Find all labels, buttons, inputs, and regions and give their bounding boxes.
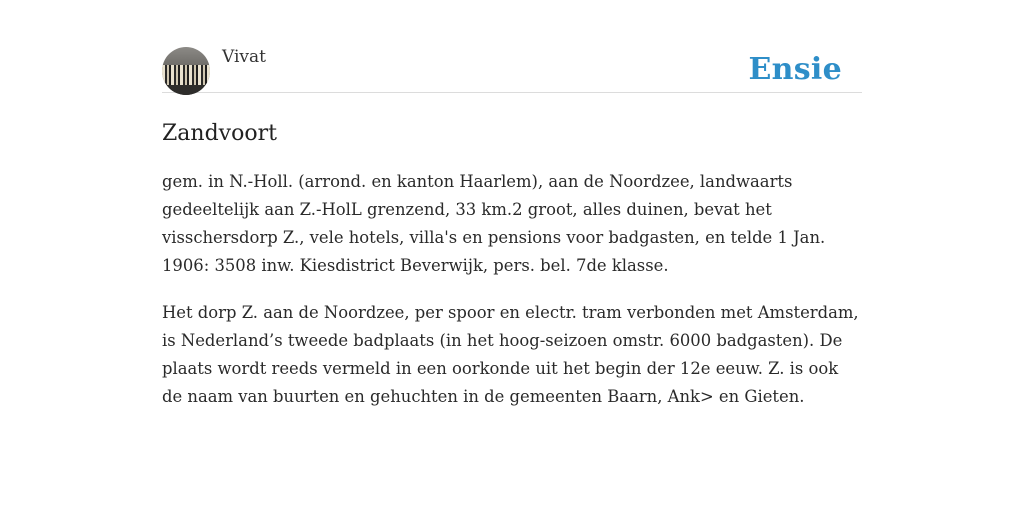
brand-logo[interactable]: Ensie bbox=[748, 52, 842, 87]
article-paragraph-2: Het dorp Z. aan de Noordzee, per spoor en electr. tram verbonden met Amsterdam, is Nederland’s tweede badplaats (in het hoog-seizoen omstr. 6000 badgasten). De plaats wordt reeds vermeld in een oorkonde uit het begin der 12e eeuw. Z. is ook de naam van buurten en gehuchten in de gemeenten Baarn, Ank> en Gieten. bbox=[162, 303, 859, 406]
article-header bbox=[162, 44, 862, 93]
author-name[interactable]: Vivat bbox=[222, 47, 266, 67]
article-card bbox=[162, 44, 862, 411]
author-avatar[interactable] bbox=[162, 47, 210, 95]
article-title: Zandvoort bbox=[162, 121, 277, 146]
avatar-books-graphic bbox=[162, 65, 210, 85]
article-paragraph-1: gem. in N.-Holl. (arrond. en kanton Haarlem), aan de Noordzee, landwaarts gedeeltelijk aan Z.-HolL grenzend, 33 km.2 groot, alles duinen, bevat het visschersdorp Z., vele hotels, villa's en pensions voor badgasten, en telde 1 Jan. 1906: 3508 inw. Kiesdistrict Beverwijk, pers. bel. 7de klasse. bbox=[162, 172, 826, 275]
